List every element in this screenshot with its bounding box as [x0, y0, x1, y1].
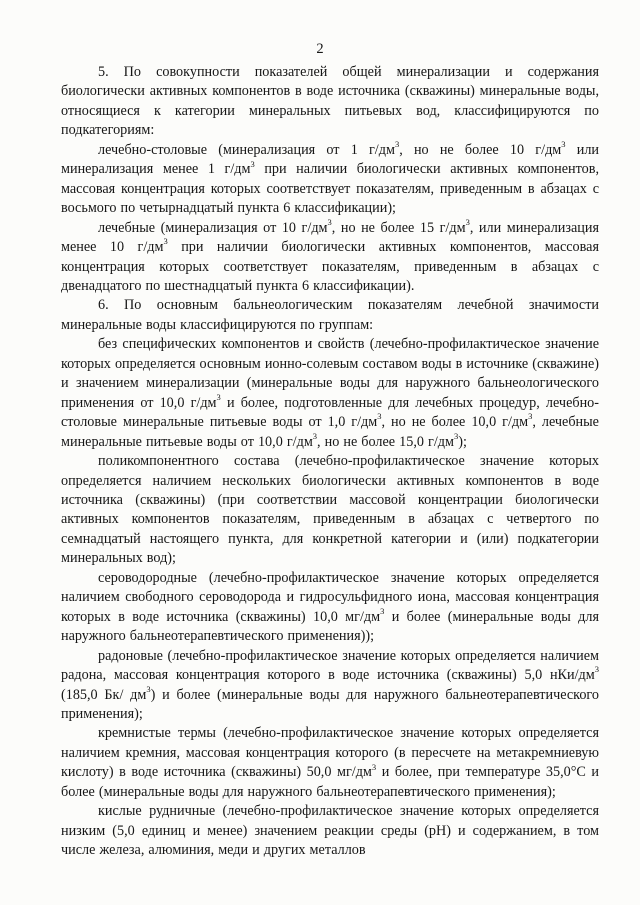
- document-body: [61, 63, 599, 861]
- paragraph-group-no-specific: без специфических компонентов и свойств (лечебно-профилактическое значение которых определяется основным ионно-солевым составом воды в источнике (скважине) и значением минерализации (минеральные воды для наружного бальнеологического применения от 10,0 $г/дм^3$ и более, подготовленные для лечебных процедур, лечебно-столовые минеральные питьевые воды от 1,0 $г/дм^3$, но не более 10,0 $г/дм^3$, лечебные минеральные питьевые воды от 10,0 $г/дм^3$, но не более 15,0 $г/дм^3$);: [61, 336, 599, 450]
- page-number: 2: [316, 41, 324, 57]
- paragraph-subcategory-table-water: лечебно-столовые (минерализация от 1 $г/дм^3$, но не более 10 $г/дм^3$ или минерализация менее 1 $г/дм^3$ при наличии биологически активных компонентов, массовая концентрация которых соответствует показателям, приведенным в абзацах с восьмого по четырнадцатый пункта 6 классификации);: [61, 139, 599, 217]
- paragraph-group-hydrogen-sulfide: сероводородные (лечебно-профилактическое значение которых определяется наличием свободного сероводорода и гидросульфидного иона, массовая концентрация которых в воде источника (скважины) 10,0 $мг/дм^3$ и более (минеральные воды для наружного бальнеотерапевтического применения));: [61, 569, 599, 645]
- paragraph-item6: 6. По основным бальнеологическим показателям лечебной значимости минеральные воды классифицируются по группам:: [61, 297, 599, 333]
- paragraph-group-siliceous-thermal: кремнистые термы (лечебно-профилактическое значение которых определяется наличием кремния, массовая концентрация которого (в пересчете на метакремниевую кислоту) в воде источника (скважины) 50,0 $мг/дм^3$ и более, при температуре 35,0°С и более (минеральные воды для наружного бальнеотерапевтического применения);: [61, 725, 599, 800]
- paragraph-group-radon: радоновые (лечебно-профилактическое значение которых определяется наличием радона, массовая концентрация которого в воде источника (скважины) 5,0 нКи/$дм^3$ (185,0 Бк/ $дм^3$) и более (минеральные воды для наружного бальнеотерапевтического применения);: [61, 647, 599, 722]
- paragraph-group-polycomponent: поликомпонентного состава (лечебно-профилактическое значение которых определяется наличием нескольких биологически активных компонентов в воде источника (скважины) (при соответствии массовой концентрации биологически активных компонентов показателям, приведенным в абзацах с четвертого по семнадцатый настоящего пункта, для конкретной категории и (или) подкатегории минеральных вод);: [61, 453, 599, 567]
- paragraph-item5: 5. По совокупности показателей общей минерализации и содержания биологически активных компонентов в воде источника (скважины) минеральные воды, относящиеся к категории минеральных питьевых вод, классифицируются по подкатегориям:: [61, 64, 599, 139]
- paragraph-subcategory-medicinal: лечебные (минерализация от 10 $г/дм^3$, но не более 15 $г/дм^3$, или минерализация менее 10 $г/дм^3$ при наличии биологически активных компонентов, массовая концентрация которых соответствует показателям, приведенным в абзацах с двенадцатого по шестнадцатый пункта 6 классификации).: [61, 216, 599, 294]
- paragraph-group-acid-mine: кислые рудничные (лечебно-профилактическое значение которых определяется низким (5,0 единиц и менее) значением реакции среды (pH) и содержанием, в том числе железа, алюминия, меди и других металлов: [61, 803, 599, 859]
